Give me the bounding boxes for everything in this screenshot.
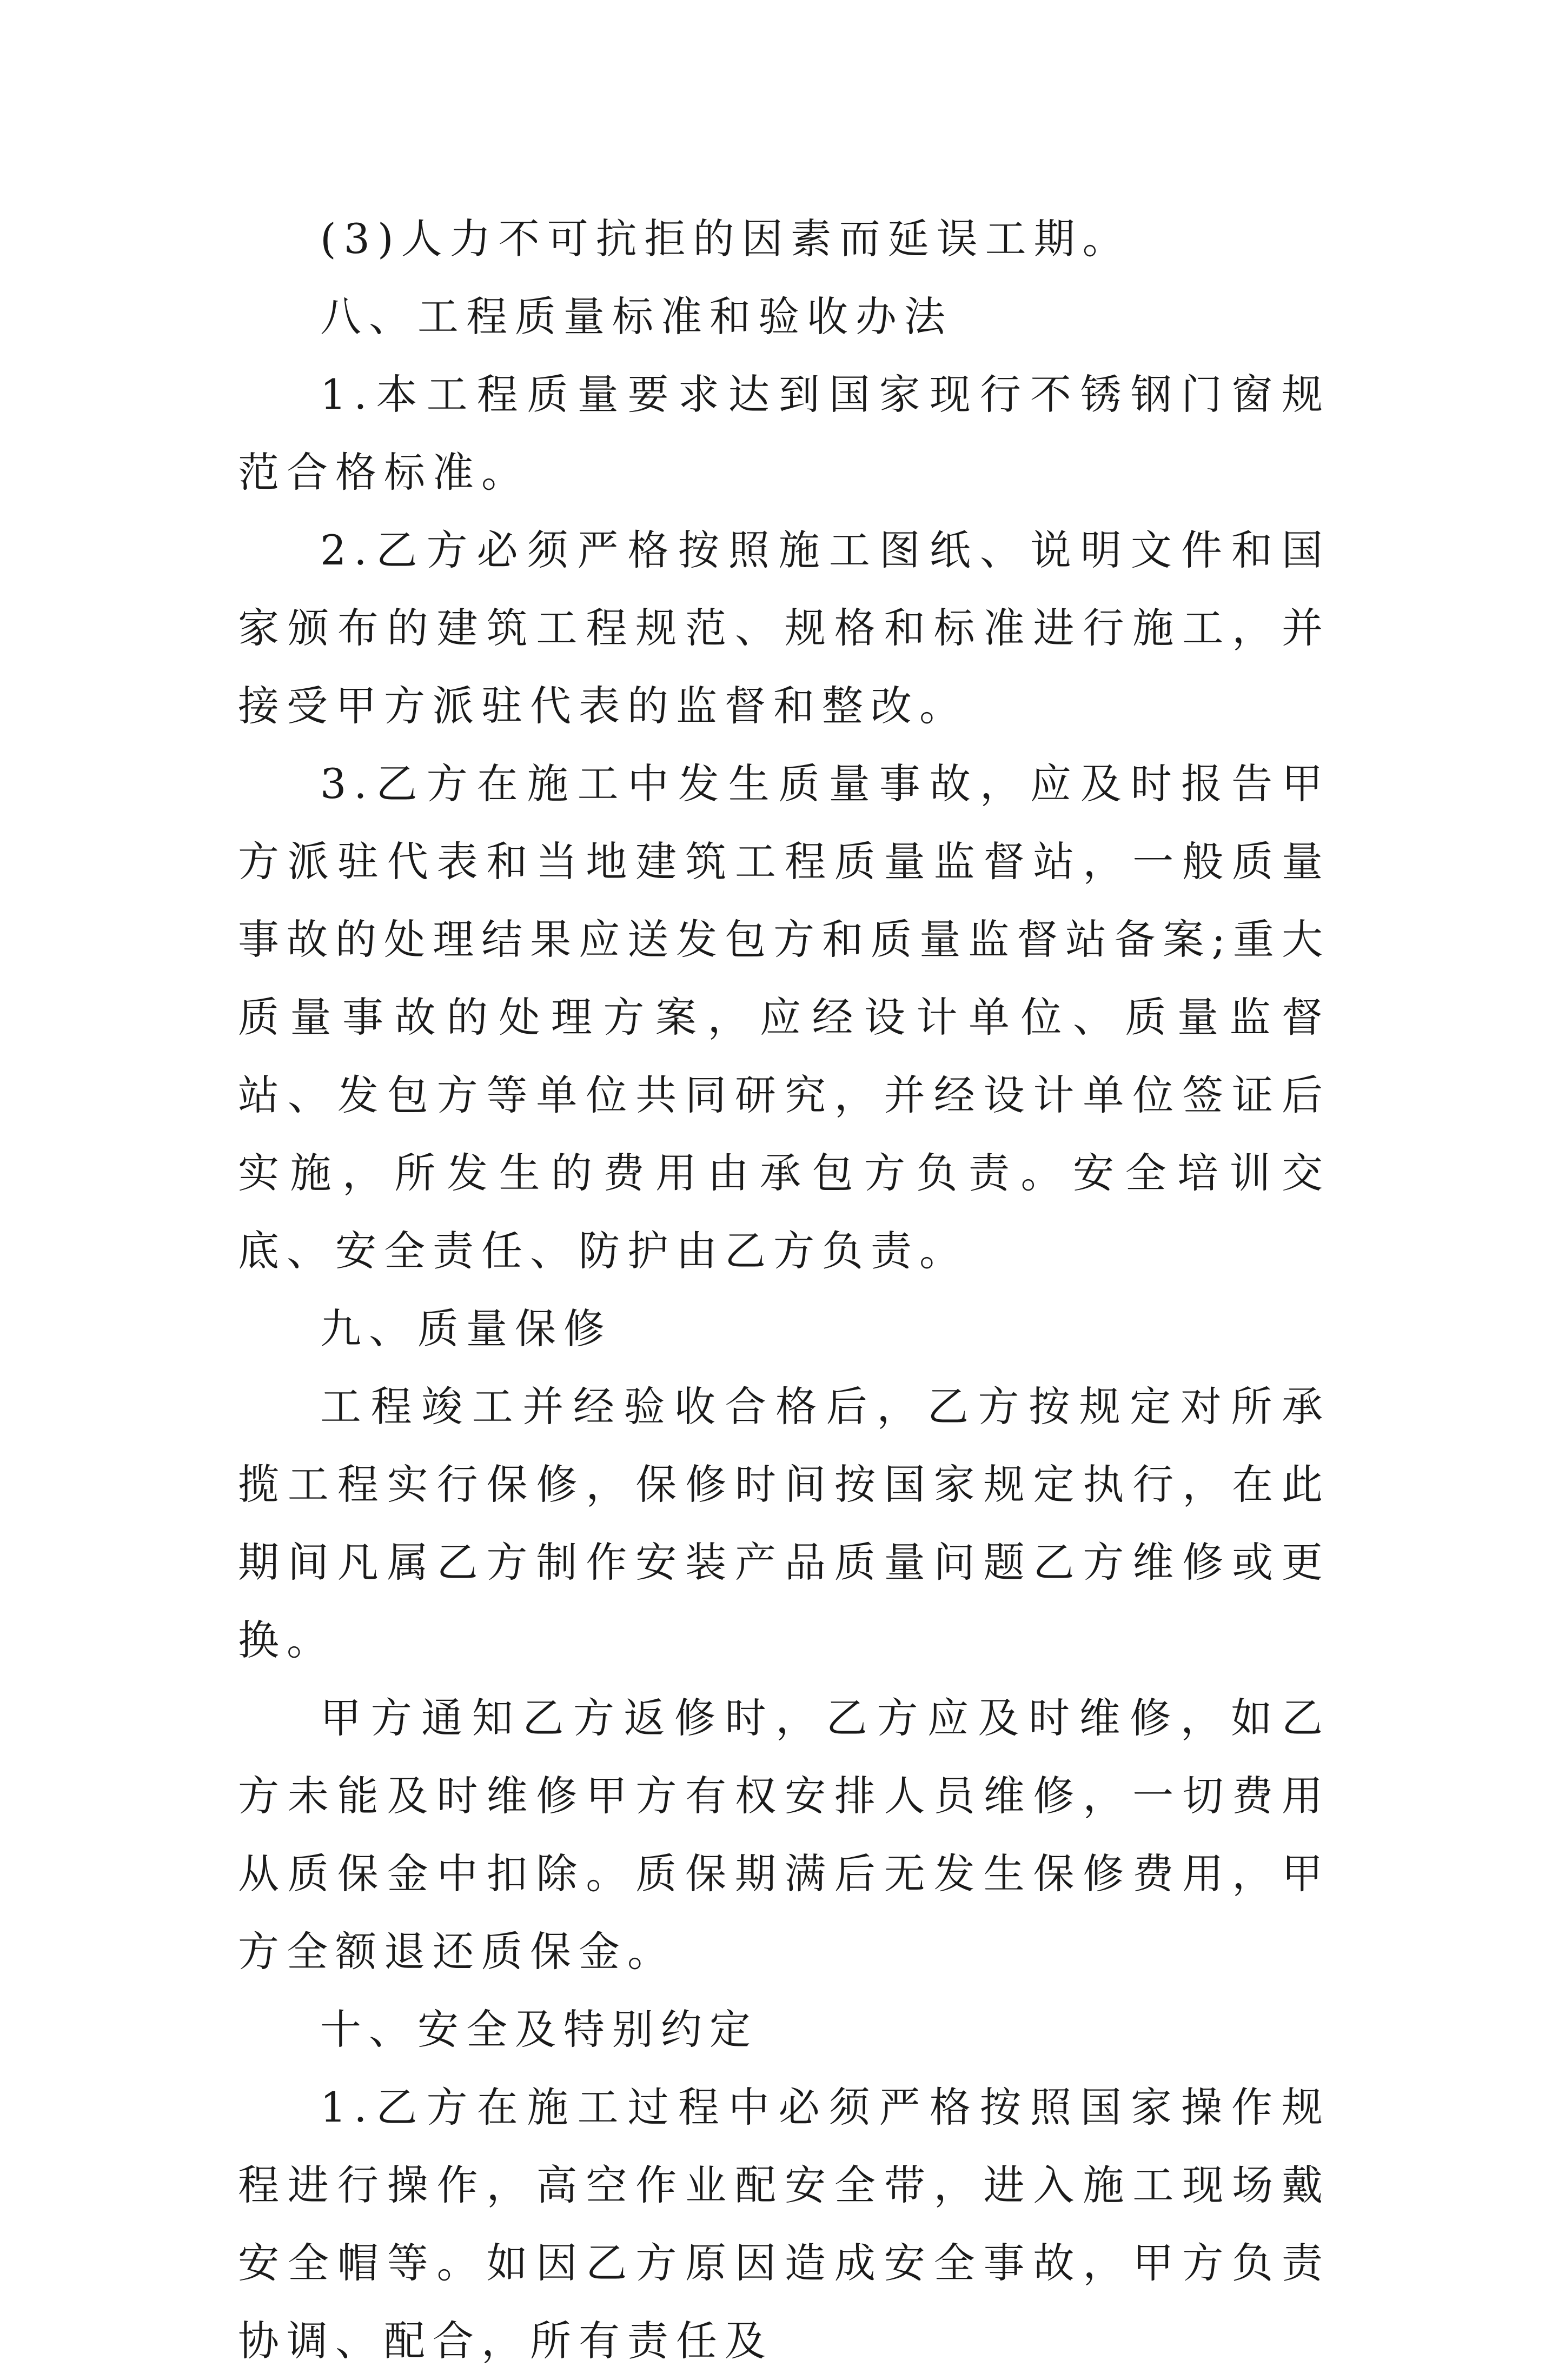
section-heading-safety: 十、安全及特别约定 bbox=[320, 2005, 758, 2053]
document-body bbox=[238, 200, 1330, 2380]
section-heading-warranty: 九、质量保修 bbox=[320, 1305, 612, 1353]
clause-construction-compliance: 2.乙方必须严格按照施工图纸、说明文件和国家颁布的建筑工程规范、规格和标准进行施工，并接受甲方派驻代表的监督和整改。 bbox=[238, 526, 1330, 730]
clause-quality-requirement: 1.本工程质量要求达到国家现行不锈钢门窗规范合格标准。 bbox=[238, 370, 1330, 496]
clause-warranty-repair: 甲方通知乙方返修时，乙方应及时维修，如乙方未能及时维修甲方有权安排人员维修，一切费用从质保金中扣除。质保期满后无发生保修费用，甲方全额退还质保金。 bbox=[238, 1694, 1330, 1976]
clause-quality-accident: 3.乙方在施工中发生质量事故，应及时报告甲方派驻代表和当地建筑工程质量监督站，一般质量事故的处理结果应送发包方和质量监督站备案;重大质量事故的处理方案，应经设计单位、质量监督站、发包方等单位共同研究，并经设计单位签证后实施，所发生的费用由承包方负责。安全培训交底、安全责任、防护由乙方负责。 bbox=[238, 760, 1330, 1275]
clause-item-delay-force-majeure: (3)人力不可抗拒的因素而延误工期。 bbox=[320, 215, 1131, 263]
section-heading-quality-standards: 八、工程质量标准和验收办法 bbox=[320, 292, 953, 341]
clause-safety-operations: 1.乙方在施工过程中必须严格按照国家操作规程进行操作，高空作业配安全带，进入施工现场戴安全帽等。如因乙方原因造成安全事故，甲方负责协调、配合，所有责任及 bbox=[238, 2083, 1330, 2365]
clause-warranty-scope: 工程竣工并经验收合格后，乙方按规定对所承揽工程实行保修，保修时间按国家规定执行，在此期间凡属乙方制作安装产品质量问题乙方维修或更换。 bbox=[238, 1382, 1330, 1664]
